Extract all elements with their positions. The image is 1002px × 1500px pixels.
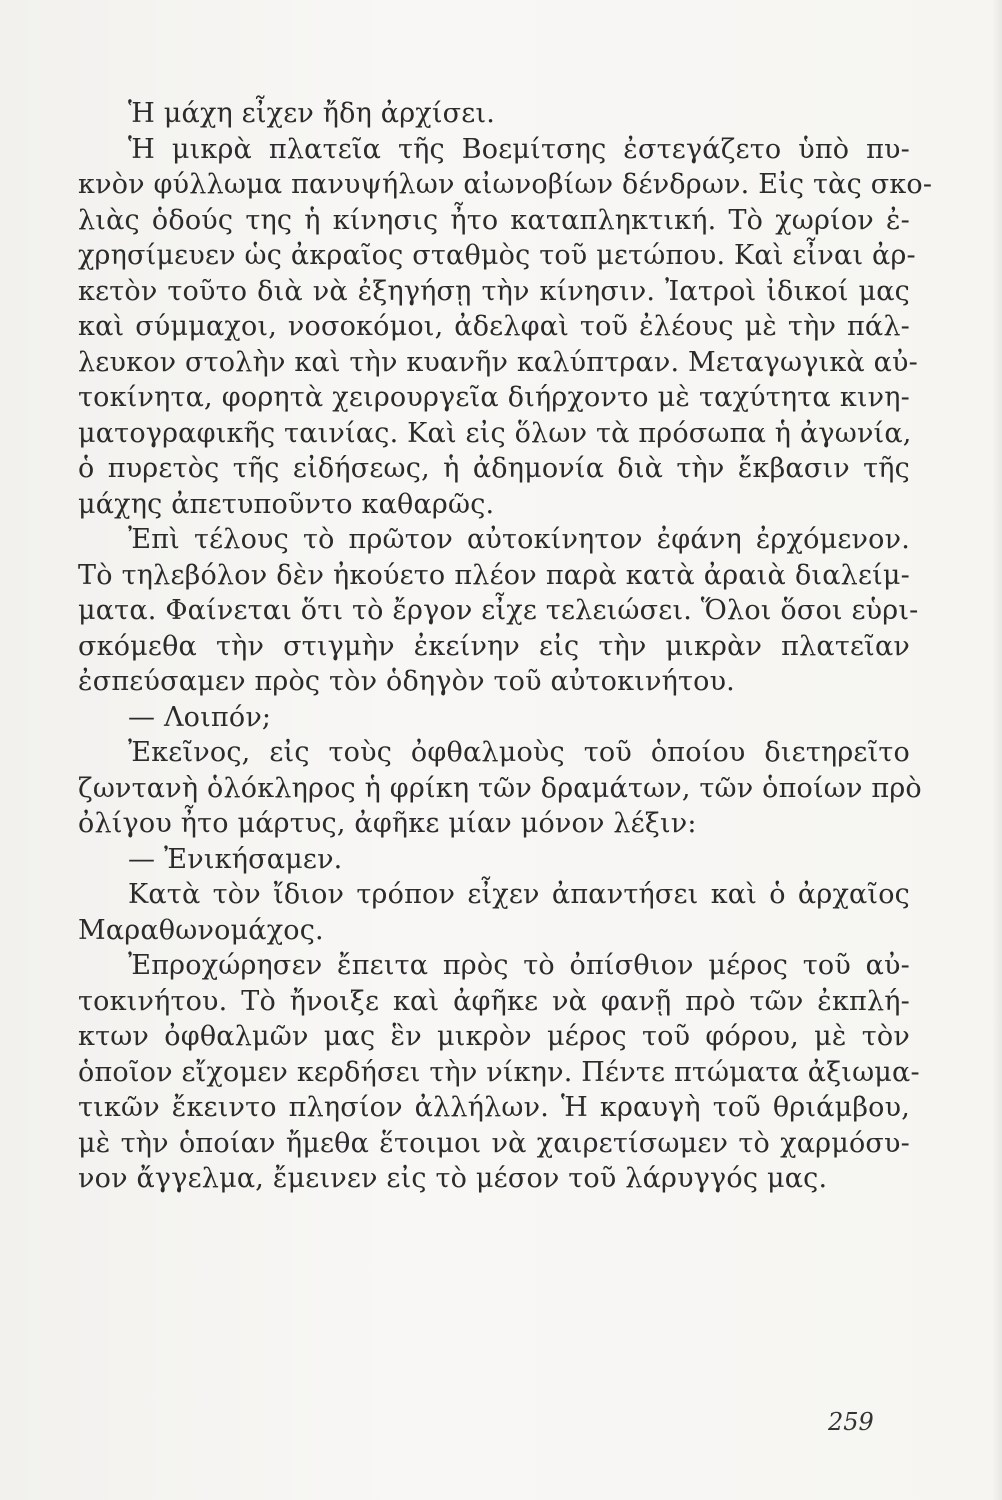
text-line: Τὸ τηλεβόλον δὲν ἠκούετο πλέον παρὰ κατὰ ἀραιὰ διαλείμ- bbox=[78, 559, 910, 591]
text-line: ὀλίγου ἦτο μάρτυς, ἀφῆκε μίαν μόνον λέξιν: bbox=[78, 808, 697, 839]
text-line: ἐσπεύσαμεν πρὸς τὸν ὁδηγὸν τοῦ αὐτοκινήτου. bbox=[78, 666, 735, 697]
text-line: λιὰς ὁδούς της ἡ κίνησις ἦτο καταπληκτική. Τὸ χωρίον ἐ- bbox=[78, 204, 910, 236]
text-line: κετὸν τοῦτο διὰ νὰ ἐξηγήσῃ τὴν κίνησιν. Ἰατροὶ ἰδικοί μας bbox=[78, 275, 910, 307]
body-text bbox=[78, 96, 933, 1197]
text-line: νον ἄγγελμα, ἔμεινεν εἰς τὸ μέσον τοῦ λάρυγγός μας. bbox=[78, 1163, 828, 1194]
text-line: — Λοιπόν; bbox=[128, 701, 272, 733]
text-line: καὶ σύμμαχοι, νοσοκόμοι, ἀδελφαὶ τοῦ ἐλέους μὲ τὴν πάλ- bbox=[78, 311, 910, 342]
page-number: 259 bbox=[828, 1408, 874, 1436]
page-edge-shadow bbox=[992, 0, 1002, 1500]
text-line: τοκίνητα, φορητὰ χειρουργεῖα διήρχοντο μὲ ταχύτητα κινη- bbox=[78, 382, 910, 413]
text-line: Ἐπὶ τέλους τὸ πρῶτον αὐτοκίνητον ἐφάνη ἐρχόμενον. bbox=[128, 524, 910, 555]
text-line: χρησίμευεν ὡς ἀκραῖος σταθμὸς τοῦ μετώπου. Καὶ εἶναι ἀρ- bbox=[78, 240, 916, 271]
text-line: ματα. Φαίνεται ὅτι τὸ ἔργον εἶχε τελειώσει. Ὅλοι ὅσοι εὑρι- bbox=[78, 595, 919, 626]
text-line: ζωντανὴ ὁλόκληρος ἡ φρίκη τῶν δραμάτων, τῶν ὁποίων πρὸ bbox=[78, 772, 922, 804]
text-line: τοκινήτου. Τὸ ἤνοιξε καὶ ἀφῆκε νὰ φανῇ πρὸ τῶν ἐκπλή- bbox=[78, 985, 910, 1017]
text-line: ὁ πυρετὸς τῆς εἰδήσεως, ἡ ἀδημονία διὰ τὴν ἔκβασιν τῆς bbox=[78, 453, 910, 484]
text-line: Κατὰ τὸν ἴδιον τρόπον εἶχεν ἀπαντήσει καὶ ὁ ἀρχαῖος bbox=[128, 879, 910, 910]
text-line: ὁποῖον εἴχομεν κερδήσει τὴν νίκην. Πέντε πτώματα ἀξιωμα- bbox=[78, 1056, 920, 1088]
text-line: μάχης ἀπετυποῦντο καθαρῶς. bbox=[78, 488, 495, 520]
text-line: κτων ὀφθαλμῶν μας ἓν μικρὸν μέρος τοῦ φόρου, μὲ τὸν bbox=[78, 1021, 910, 1052]
text-line: κνὸν φύλλωμα πανυψήλων αἰωνοβίων δένδρων. Εἰς τὰς σκο- bbox=[78, 169, 933, 200]
text-line: Ἐπροχώρησεν ἔπειτα πρὸς τὸ ὀπίσθιον μέρος τοῦ αὐ- bbox=[128, 950, 910, 981]
text-line: — Ἐνικήσαμεν. bbox=[128, 843, 343, 875]
text-line: Ἡ μάχη εἶχεν ἤδη ἀρχίσει. bbox=[128, 98, 496, 129]
text-line: τικῶν ἔκειντο πλησίον ἀλλήλων. Ἡ κραυγὴ τοῦ θριάμβου, bbox=[78, 1092, 910, 1123]
text-line: Μαραθωνομάχος. bbox=[78, 914, 324, 946]
text-line: Ἡ μικρὰ πλατεῖα τῆς Βοεμίτσης ἐστεγάζετο ὑπὸ πυ- bbox=[128, 133, 910, 165]
text-line: ματογραφικῆς ταινίας. Καὶ εἰς ὅλων τὰ πρόσωπα ἡ ἀγωνία, bbox=[78, 417, 912, 449]
text-line: σκόμεθα τὴν στιγμὴν ἐκείνην εἰς τὴν μικρὰν πλατεῖαν bbox=[78, 630, 910, 662]
text-line: Ἐκεῖνος, εἰς τοὺς ὀφθαλμοὺς τοῦ ὁποίου διετηρεῖτο bbox=[128, 737, 910, 768]
text-line: λευκον στολὴν καὶ τὴν κυανῆν καλύπτραν. Μεταγωγικὰ αὐ- bbox=[78, 346, 918, 378]
text-line: μὲ τὴν ὁποίαν ἤμεθα ἕτοιμοι νὰ χαιρετίσωμεν τὸ χαρμόσυ- bbox=[78, 1127, 910, 1159]
